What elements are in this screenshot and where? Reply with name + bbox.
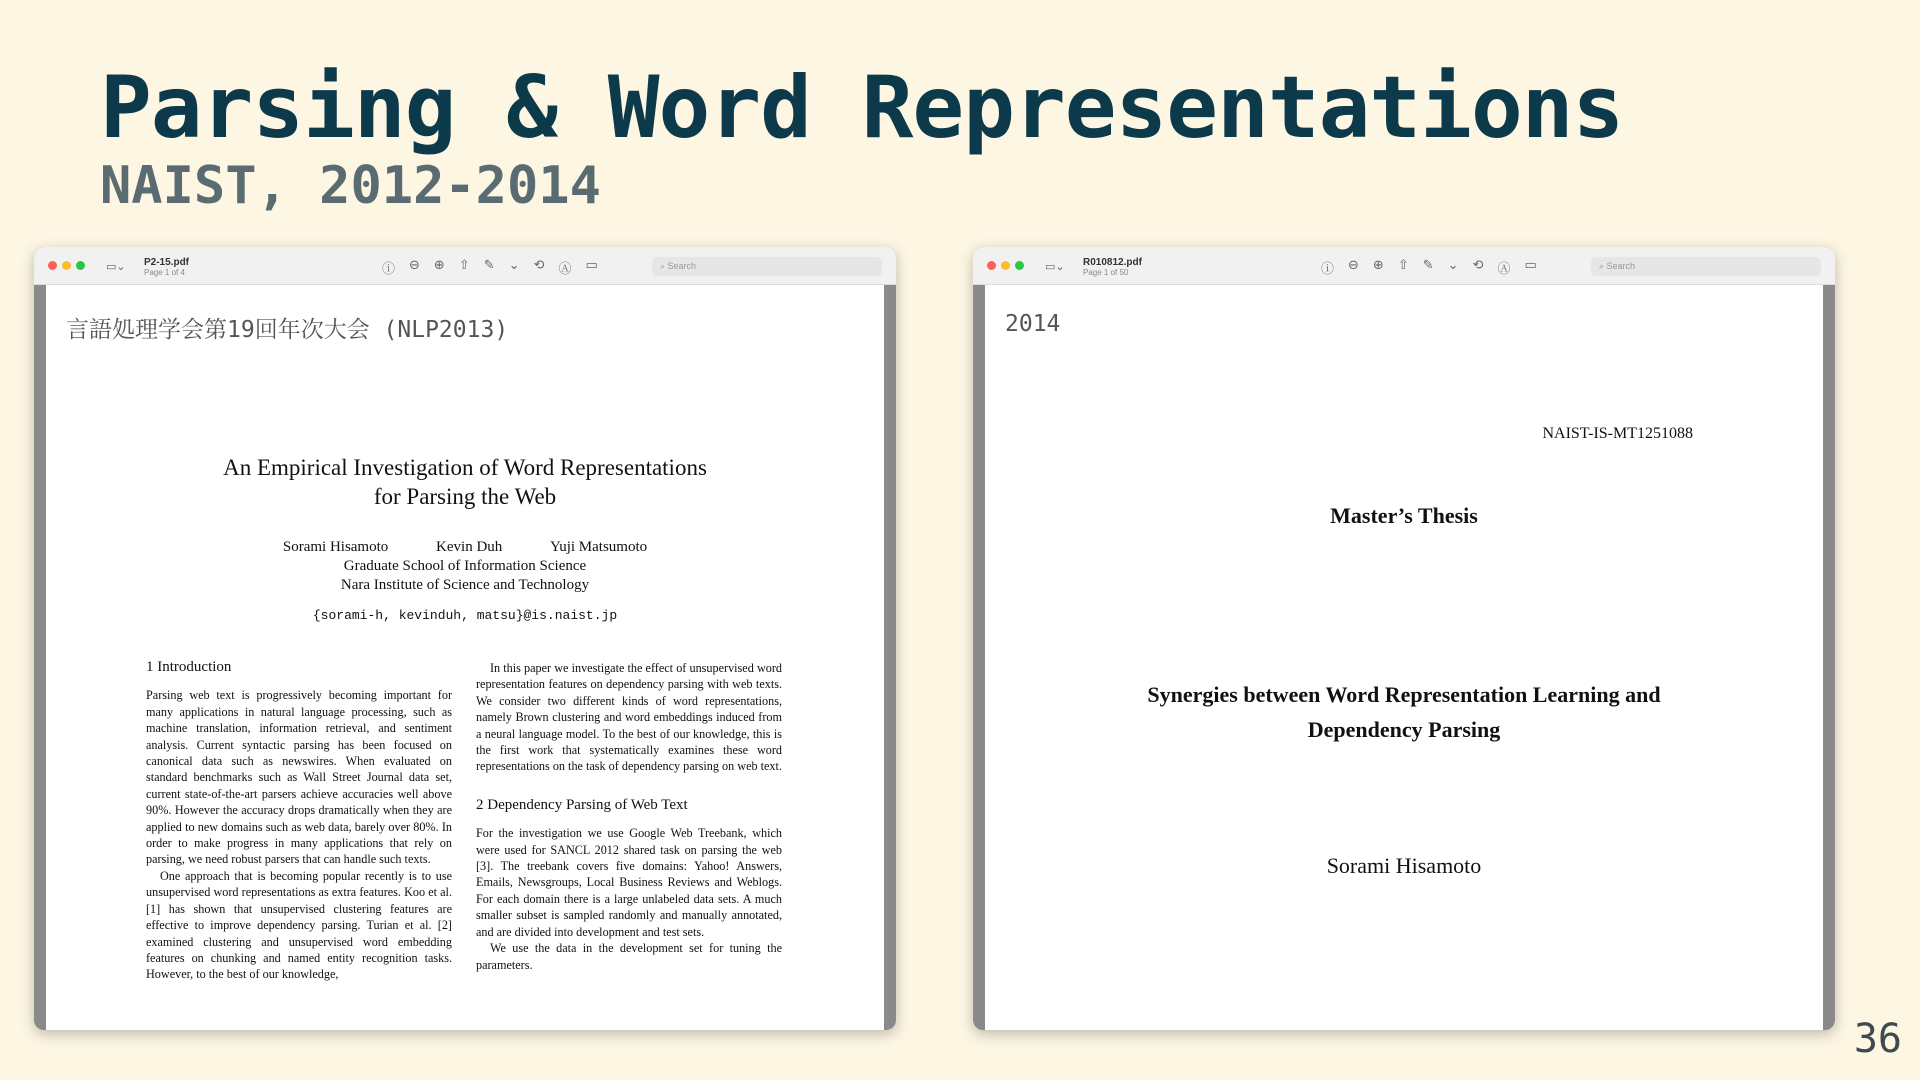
paper-column-left — [146, 659, 452, 983]
slide-subtitle: NAIST, 2012-2014 — [100, 156, 601, 216]
rotate-icon[interactable]: ⟲ — [1472, 258, 1484, 273]
annotate-icon[interactable]: Ⓐ — [1497, 262, 1511, 277]
slide-title: Parsing & Word Representations — [100, 58, 1624, 158]
file-name: R010812.pdf — [1083, 257, 1142, 268]
page-number: 36 — [1853, 1016, 1902, 1062]
markup-pen-icon[interactable]: ✎ — [483, 258, 495, 273]
close-window-button[interactable] — [48, 261, 57, 270]
paragraph: Parsing web text is progressively becoming important for many applications in natural language processing, such as machine translation, information retrieval, and sentiment analysis. Current syntactic parsing has been focused on canonical data such as newswires. When evaluated on standard benchmarks such as Wall Street Journal data set, current state-of-the-art parsers achieve accuracies well above 90%. However the accuracy drops dramatically when they are applied to new domains such as web data, barely over 80%. In order to make progress in many applications that rely on parsing, we need robust parsers that can handle such texts. — [146, 688, 452, 867]
sidebar-toggle-icon[interactable]: ▭⌄ — [106, 260, 126, 273]
header-note: 2014 — [1005, 311, 1061, 337]
pdf-page[interactable] — [985, 285, 1823, 1030]
paper-title — [46, 453, 884, 511]
toolbar-tools — [382, 258, 598, 277]
zoom-out-icon[interactable]: ⊖ — [1348, 258, 1359, 273]
document-type: Master’s Thesis — [1330, 503, 1478, 528]
page-info: Page 1 of 50 — [1083, 268, 1129, 277]
minimize-window-button[interactable] — [62, 261, 71, 270]
zoom-in-icon[interactable]: ⊕ — [433, 258, 445, 273]
form-icon[interactable]: ▭ — [1524, 258, 1537, 273]
author-name: Sorami Hisamoto — [282, 539, 389, 555]
author-email: {sorami-h, kevinduh, matsu}@is.naist.jp — [312, 608, 618, 623]
share-icon[interactable]: ⇧ — [1397, 258, 1409, 273]
toolbar-tools — [1321, 258, 1537, 277]
info-icon[interactable]: ⓘ — [382, 262, 396, 277]
paragraph: In this paper we investigate the effect of unsupervised word representation features on dependency parsing with web texts. We consider two different kinds of word representations, namely Brown clustering and word embeddings induced from a neural language model. To the best of our knowledge, this is the first work that systematically examines these word representations on the task of dependency parsing on web text. — [476, 661, 782, 774]
window-controls — [48, 261, 85, 270]
zoom-window-button[interactable] — [1015, 261, 1024, 270]
pdf-page[interactable] — [46, 285, 884, 1030]
annotate-icon[interactable]: Ⓐ — [558, 262, 572, 277]
file-info — [1083, 257, 1142, 277]
paragraph: For the investigation we use Google Web Treebank, which were used for SANCL 2012 shared task on parsing the web [3]. The treebank covers five domains: Yahoo! Answers, Emails, Newsgroups, Local Business Reviews and Weblogs. For each domain there is a large unlabeled data sets. A much smaller subset is sampled randomly and manually annotated, and are divided into development and test sets. — [476, 826, 782, 939]
markup-pen-icon[interactable]: ✎ — [1422, 258, 1434, 273]
paper-authors — [46, 538, 884, 595]
window-controls — [987, 261, 1024, 270]
chevron-down-icon[interactable]: ⌄ — [1447, 258, 1459, 273]
affiliation: Graduate School of Information Science — [343, 558, 587, 574]
paragraph: We use the data in the development set for tuning the parameters. — [476, 941, 782, 972]
thesis-title-line2: Dependency Parsing — [1307, 717, 1501, 742]
search-placeholder: Search — [667, 261, 697, 271]
chevron-down-icon[interactable]: ⌄ — [508, 258, 520, 273]
search-placeholder: Search — [1606, 261, 1636, 271]
thesis-author: Sorami Hisamoto — [1326, 853, 1482, 878]
page-info: Page 1 of 4 — [144, 268, 185, 277]
search-input[interactable]: ⌕ Search — [1591, 257, 1821, 276]
zoom-in-icon[interactable]: ⊕ — [1372, 258, 1384, 273]
thesis-title-line1: Synergies between Word Representation Learning and — [1147, 682, 1661, 707]
minimize-window-button[interactable] — [1001, 261, 1010, 270]
form-icon[interactable]: ▭ — [585, 258, 598, 273]
paragraph: One approach that is becoming popular recently is to use unsupervised word representations as extra features. Koo et al. [1] has shown that unsupervised clustering features are effective to improve dependency parsing. Turian et al. [2] examined clustering and unsupervised word embedding features on chunking and named entity recognition tasks. However, to the best of our knowledge, — [146, 868, 452, 982]
window-toolbar — [34, 247, 896, 285]
share-icon[interactable]: ⇧ — [458, 258, 470, 273]
paper-title-line2: for Parsing the Web — [373, 484, 557, 509]
zoom-window-button[interactable] — [76, 261, 85, 270]
info-icon[interactable]: ⓘ — [1321, 262, 1335, 277]
search-input[interactable]: ⌕ Search — [652, 257, 882, 276]
paper-title-line1: An Empirical Investigation of Word Representations — [223, 455, 707, 480]
sidebar-toggle-icon[interactable]: ▭⌄ — [1045, 260, 1065, 273]
file-name: P2-15.pdf — [144, 257, 190, 268]
rotate-icon[interactable]: ⟲ — [533, 258, 545, 273]
close-window-button[interactable] — [987, 261, 996, 270]
author-name: Yuji Matsumoto — [550, 539, 648, 555]
window-toolbar — [973, 247, 1835, 285]
affiliation: Nara Institute of Science and Technology — [340, 577, 590, 593]
section-heading: 1 Introduction — [146, 659, 232, 675]
author-name: Kevin Duh — [436, 539, 503, 555]
paper-column-right — [476, 660, 782, 973]
document-id: NAIST-IS-MT1251088 — [1542, 425, 1693, 442]
section-heading: 2 Dependency Parsing of Web Text — [476, 796, 688, 813]
pdf-viewer-window-thesis[interactable] — [973, 247, 1835, 1030]
thesis-title — [985, 677, 1823, 747]
header-note: 言語処理学会第19回年次大会 (NLP2013) — [66, 317, 509, 343]
file-info — [144, 257, 189, 277]
zoom-out-icon[interactable]: ⊖ — [409, 258, 420, 273]
pdf-viewer-window-nlp2013[interactable] — [34, 247, 896, 1030]
